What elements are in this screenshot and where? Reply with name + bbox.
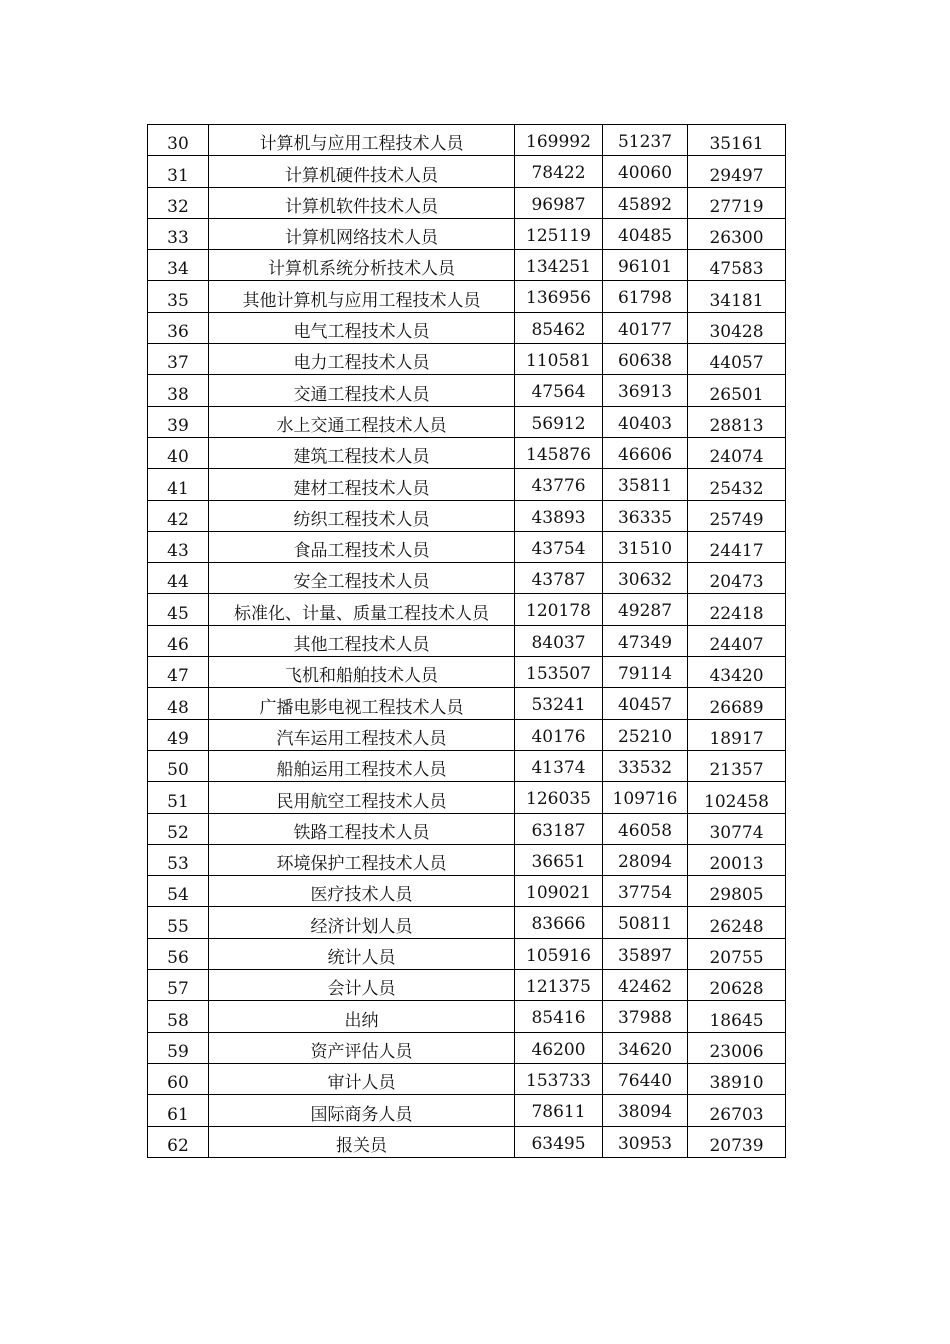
job-title-cell: 标准化、计量、质量工程技术人员 [209, 594, 515, 625]
high-salary-cell: 169992 [515, 125, 603, 156]
mid-salary-cell: 35811 [603, 469, 688, 500]
row-number-cell: 32 [148, 187, 209, 218]
table-row [148, 938, 786, 969]
high-salary-cell: 153733 [515, 1063, 603, 1094]
row-number-cell: 53 [148, 844, 209, 875]
low-salary-cell: 44057 [688, 344, 786, 375]
low-salary-cell: 18917 [688, 719, 786, 750]
job-title-cell: 其他工程技术人员 [209, 625, 515, 656]
low-salary-cell: 20013 [688, 844, 786, 875]
high-salary-cell: 40176 [515, 719, 603, 750]
mid-salary-cell: 45892 [603, 187, 688, 218]
low-salary-cell: 28813 [688, 406, 786, 437]
table-row [148, 594, 786, 625]
job-title-cell: 食品工程技术人员 [209, 531, 515, 562]
mid-salary-cell: 28094 [603, 844, 688, 875]
row-number-cell: 34 [148, 250, 209, 281]
mid-salary-cell: 30632 [603, 563, 688, 594]
mid-salary-cell: 30953 [603, 1126, 688, 1157]
low-salary-cell: 35161 [688, 125, 786, 156]
row-number-cell: 43 [148, 531, 209, 562]
row-number-cell: 58 [148, 1001, 209, 1032]
table-row [148, 531, 786, 562]
mid-salary-cell: 35897 [603, 938, 688, 969]
table-row [148, 1095, 786, 1126]
row-number-cell: 41 [148, 469, 209, 500]
salary-table [147, 124, 786, 1158]
high-salary-cell: 43893 [515, 500, 603, 531]
row-number-cell: 42 [148, 500, 209, 531]
low-salary-cell: 26689 [688, 688, 786, 719]
job-title-cell: 经济计划人员 [209, 907, 515, 938]
table-row [148, 970, 786, 1001]
high-salary-cell: 85416 [515, 1001, 603, 1032]
job-title-cell: 广播电影电视工程技术人员 [209, 688, 515, 719]
mid-salary-cell: 46058 [603, 813, 688, 844]
job-title-cell: 铁路工程技术人员 [209, 813, 515, 844]
table-row [148, 156, 786, 187]
high-salary-cell: 105916 [515, 938, 603, 969]
job-title-cell: 纺织工程技术人员 [209, 500, 515, 531]
row-number-cell: 52 [148, 813, 209, 844]
row-number-cell: 30 [148, 125, 209, 156]
table-row [148, 813, 786, 844]
row-number-cell: 35 [148, 281, 209, 312]
table-row [148, 844, 786, 875]
table-row [148, 250, 786, 281]
job-title-cell: 安全工程技术人员 [209, 563, 515, 594]
table-row [148, 406, 786, 437]
low-salary-cell: 43420 [688, 657, 786, 688]
high-salary-cell: 36651 [515, 844, 603, 875]
high-salary-cell: 153507 [515, 657, 603, 688]
low-salary-cell: 26501 [688, 375, 786, 406]
table-row [148, 625, 786, 656]
job-title-cell: 报关员 [209, 1126, 515, 1157]
row-number-cell: 59 [148, 1032, 209, 1063]
low-salary-cell: 20739 [688, 1126, 786, 1157]
mid-salary-cell: 76440 [603, 1063, 688, 1094]
table-row [148, 469, 786, 500]
job-title-cell: 交通工程技术人员 [209, 375, 515, 406]
mid-salary-cell: 51237 [603, 125, 688, 156]
mid-salary-cell: 40403 [603, 406, 688, 437]
high-salary-cell: 125119 [515, 218, 603, 249]
low-salary-cell: 30774 [688, 813, 786, 844]
mid-salary-cell: 49287 [603, 594, 688, 625]
low-salary-cell: 102458 [688, 782, 786, 813]
job-title-cell: 汽车运用工程技术人员 [209, 719, 515, 750]
row-number-cell: 62 [148, 1126, 209, 1157]
low-salary-cell: 24417 [688, 531, 786, 562]
job-title-cell: 出纳 [209, 1001, 515, 1032]
low-salary-cell: 20628 [688, 970, 786, 1001]
low-salary-cell: 18645 [688, 1001, 786, 1032]
low-salary-cell: 21357 [688, 750, 786, 781]
table-body [148, 125, 786, 1158]
row-number-cell: 33 [148, 218, 209, 249]
low-salary-cell: 34181 [688, 281, 786, 312]
high-salary-cell: 63495 [515, 1126, 603, 1157]
mid-salary-cell: 60638 [603, 344, 688, 375]
row-number-cell: 56 [148, 938, 209, 969]
row-number-cell: 39 [148, 406, 209, 437]
job-title-cell: 计算机软件技术人员 [209, 187, 515, 218]
row-number-cell: 60 [148, 1063, 209, 1094]
job-title-cell: 环境保护工程技术人员 [209, 844, 515, 875]
mid-salary-cell: 61798 [603, 281, 688, 312]
row-number-cell: 37 [148, 344, 209, 375]
low-salary-cell: 20755 [688, 938, 786, 969]
job-title-cell: 其他计算机与应用工程技术人员 [209, 281, 515, 312]
mid-salary-cell: 50811 [603, 907, 688, 938]
high-salary-cell: 96987 [515, 187, 603, 218]
mid-salary-cell: 34620 [603, 1032, 688, 1063]
low-salary-cell: 23006 [688, 1032, 786, 1063]
low-salary-cell: 26248 [688, 907, 786, 938]
row-number-cell: 49 [148, 719, 209, 750]
job-title-cell: 建筑工程技术人员 [209, 437, 515, 468]
table-row [148, 719, 786, 750]
high-salary-cell: 41374 [515, 750, 603, 781]
row-number-cell: 61 [148, 1095, 209, 1126]
table-row [148, 375, 786, 406]
low-salary-cell: 29805 [688, 876, 786, 907]
high-salary-cell: 43787 [515, 563, 603, 594]
job-title-cell: 电力工程技术人员 [209, 344, 515, 375]
mid-salary-cell: 36335 [603, 500, 688, 531]
high-salary-cell: 63187 [515, 813, 603, 844]
row-number-cell: 51 [148, 782, 209, 813]
table-row [148, 750, 786, 781]
low-salary-cell: 30428 [688, 312, 786, 343]
high-salary-cell: 109021 [515, 876, 603, 907]
mid-salary-cell: 37754 [603, 876, 688, 907]
high-salary-cell: 110581 [515, 344, 603, 375]
low-salary-cell: 24074 [688, 437, 786, 468]
mid-salary-cell: 40485 [603, 218, 688, 249]
job-title-cell: 水上交通工程技术人员 [209, 406, 515, 437]
row-number-cell: 57 [148, 970, 209, 1001]
table-row [148, 344, 786, 375]
job-title-cell: 计算机系统分析技术人员 [209, 250, 515, 281]
mid-salary-cell: 33532 [603, 750, 688, 781]
mid-salary-cell: 46606 [603, 437, 688, 468]
table-row [148, 1126, 786, 1157]
mid-salary-cell: 25210 [603, 719, 688, 750]
job-title-cell: 船舶运用工程技术人员 [209, 750, 515, 781]
job-title-cell: 医疗技术人员 [209, 876, 515, 907]
low-salary-cell: 25432 [688, 469, 786, 500]
high-salary-cell: 83666 [515, 907, 603, 938]
row-number-cell: 45 [148, 594, 209, 625]
job-title-cell: 资产评估人员 [209, 1032, 515, 1063]
table-row [148, 1001, 786, 1032]
high-salary-cell: 134251 [515, 250, 603, 281]
table-row [148, 1063, 786, 1094]
table-row [148, 907, 786, 938]
job-title-cell: 计算机网络技术人员 [209, 218, 515, 249]
high-salary-cell: 43776 [515, 469, 603, 500]
high-salary-cell: 56912 [515, 406, 603, 437]
mid-salary-cell: 79114 [603, 657, 688, 688]
high-salary-cell: 46200 [515, 1032, 603, 1063]
row-number-cell: 55 [148, 907, 209, 938]
table-row [148, 688, 786, 719]
job-title-cell: 电气工程技术人员 [209, 312, 515, 343]
mid-salary-cell: 38094 [603, 1095, 688, 1126]
table-row [148, 782, 786, 813]
table-row [148, 125, 786, 156]
table-row [148, 312, 786, 343]
mid-salary-cell: 40177 [603, 312, 688, 343]
low-salary-cell: 29497 [688, 156, 786, 187]
table-row [148, 500, 786, 531]
row-number-cell: 48 [148, 688, 209, 719]
high-salary-cell: 121375 [515, 970, 603, 1001]
job-title-cell: 国际商务人员 [209, 1095, 515, 1126]
low-salary-cell: 20473 [688, 563, 786, 594]
row-number-cell: 36 [148, 312, 209, 343]
row-number-cell: 54 [148, 876, 209, 907]
low-salary-cell: 22418 [688, 594, 786, 625]
high-salary-cell: 85462 [515, 312, 603, 343]
mid-salary-cell: 31510 [603, 531, 688, 562]
low-salary-cell: 24407 [688, 625, 786, 656]
mid-salary-cell: 40457 [603, 688, 688, 719]
table-row [148, 1032, 786, 1063]
row-number-cell: 47 [148, 657, 209, 688]
job-title-cell: 统计人员 [209, 938, 515, 969]
low-salary-cell: 47583 [688, 250, 786, 281]
table-row [148, 563, 786, 594]
high-salary-cell: 78422 [515, 156, 603, 187]
mid-salary-cell: 42462 [603, 970, 688, 1001]
table-row [148, 657, 786, 688]
job-title-cell: 飞机和船舶技术人员 [209, 657, 515, 688]
table-row [148, 281, 786, 312]
mid-salary-cell: 36913 [603, 375, 688, 406]
row-number-cell: 40 [148, 437, 209, 468]
low-salary-cell: 26703 [688, 1095, 786, 1126]
high-salary-cell: 78611 [515, 1095, 603, 1126]
high-salary-cell: 43754 [515, 531, 603, 562]
table-row [148, 437, 786, 468]
high-salary-cell: 47564 [515, 375, 603, 406]
table-row [148, 187, 786, 218]
mid-salary-cell: 40060 [603, 156, 688, 187]
high-salary-cell: 84037 [515, 625, 603, 656]
job-title-cell: 民用航空工程技术人员 [209, 782, 515, 813]
high-salary-cell: 136956 [515, 281, 603, 312]
high-salary-cell: 53241 [515, 688, 603, 719]
high-salary-cell: 145876 [515, 437, 603, 468]
low-salary-cell: 27719 [688, 187, 786, 218]
mid-salary-cell: 109716 [603, 782, 688, 813]
low-salary-cell: 25749 [688, 500, 786, 531]
mid-salary-cell: 37988 [603, 1001, 688, 1032]
row-number-cell: 31 [148, 156, 209, 187]
row-number-cell: 50 [148, 750, 209, 781]
job-title-cell: 计算机与应用工程技术人员 [209, 125, 515, 156]
job-title-cell: 审计人员 [209, 1063, 515, 1094]
mid-salary-cell: 47349 [603, 625, 688, 656]
row-number-cell: 44 [148, 563, 209, 594]
job-title-cell: 计算机硬件技术人员 [209, 156, 515, 187]
job-title-cell: 会计人员 [209, 970, 515, 1001]
mid-salary-cell: 96101 [603, 250, 688, 281]
row-number-cell: 38 [148, 375, 209, 406]
low-salary-cell: 26300 [688, 218, 786, 249]
high-salary-cell: 120178 [515, 594, 603, 625]
job-title-cell: 建材工程技术人员 [209, 469, 515, 500]
row-number-cell: 46 [148, 625, 209, 656]
high-salary-cell: 126035 [515, 782, 603, 813]
table-row [148, 876, 786, 907]
low-salary-cell: 38910 [688, 1063, 786, 1094]
table-row [148, 218, 786, 249]
